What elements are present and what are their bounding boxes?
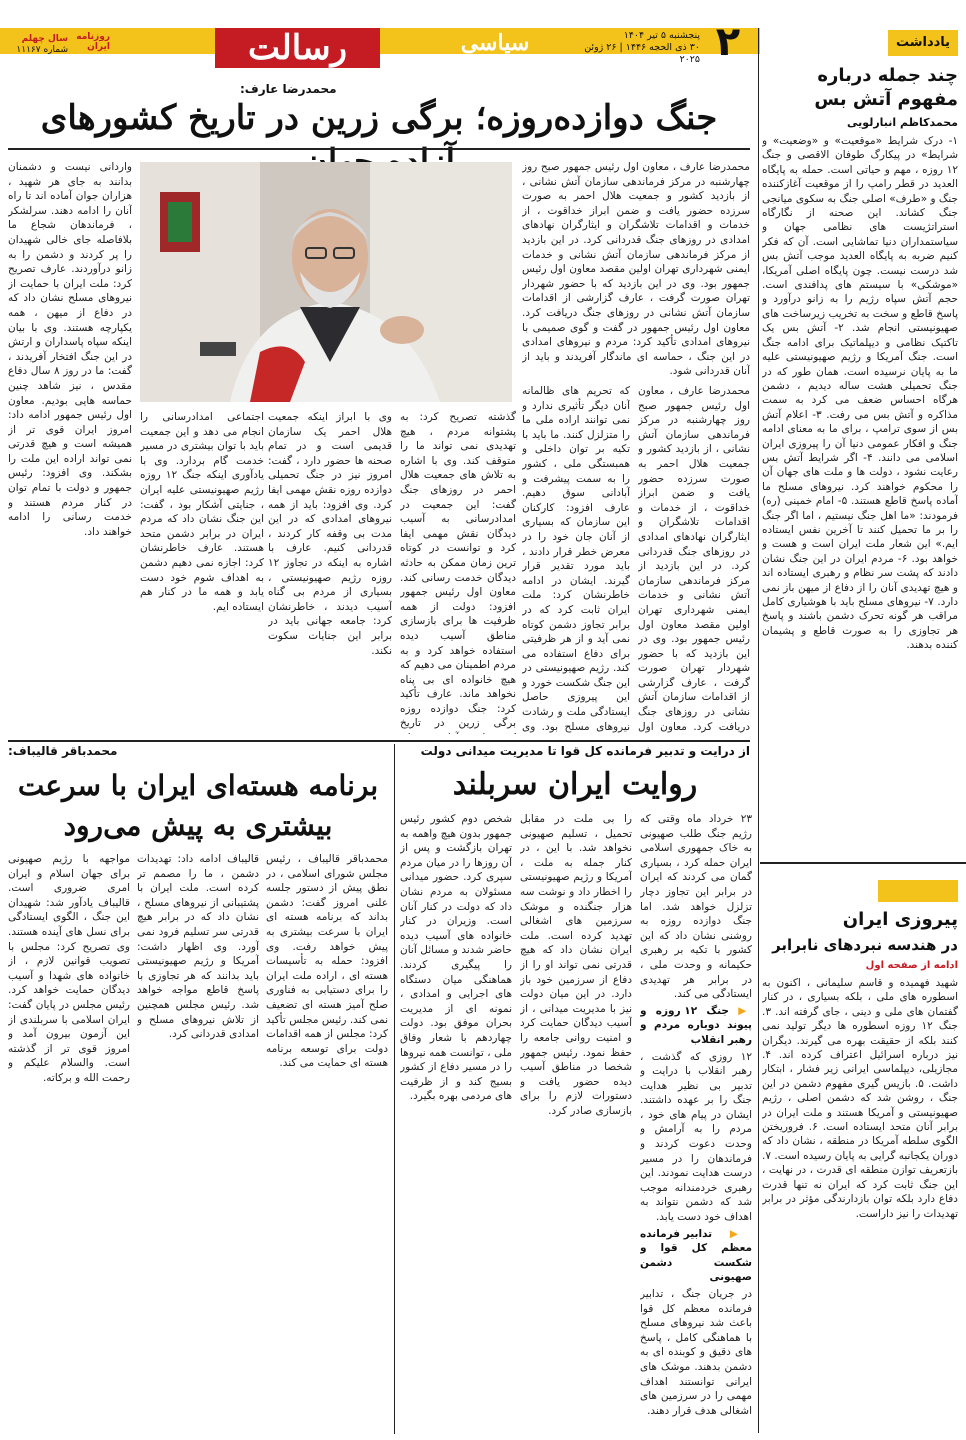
headline-rule: [8, 148, 750, 150]
date-hijri-gregorian: ۳۰ ذی الحجه ۱۴۴۶ | ۲۶ ژوئن ۲۰۲۵: [584, 42, 700, 65]
year-label: سال چهلم: [21, 34, 68, 44]
lead-col-2: که تحریم های ظالمانه آنان دیگر تأثیری ندارد و نمی توانند اراده ملی ما را متزلزل کنند. ما باید با تکیه بر توان داخلی و همبستگی ملی ، کشور را به سمت پیشرفت و آبادانی سوق دهیم. عارف افزود: کارکنان این سازمان که بسیاری از آنان جان خود را در معرض خطر قرار دادند ، باید مورد تقدیر قرار گیرند. ایشان در ادامه خاطرنشان کرد: ملت ایران ثابت کرد که در برابر تجاوز دشمن کوتاه نمی آید و از هر ظرفیتی برای دفاع استفاده می کند. رژیم صهیونیستی در این جنگ شکست خورد و این پیروزی حاصل ایستادگی ملت و رشادت نیروهای مسلح بود. وی: [522, 385, 630, 733]
issue-label: شماره ۱۱۱۶۷: [16, 45, 68, 55]
lead-col-4: وی با ابراز اینکه جمعیت هلال احمر یک سازمان قدیمی است و در تمام صحنه ها حضور دارد ، گفت: امروز نیز در جنگ تحمیلی دوازده روزه نقش مهمی ایفا کرد. وی افزود: باید از همه نیروهای امدادی که در این مدت بی وقفه کار کردند ، قدردانی کنیم. عارف با اشاره به اینکه در تجاوز ۱۲ روزه رژیم صهیونیستی ، بسیاری از مردم بی گناه آسیب دیدند ، خاطرنشان کرد: جامعه جهانی باید در برابر این جنایات سکوت نکند.: [268, 411, 392, 657]
article2-headline: روایت ایران سربلند: [452, 767, 698, 802]
article-split-rule: [394, 744, 395, 1434]
note-body: ۱- درک شرایط «موقعیت» و «وضعیت» و شرایط» در پیکارگ طوفان الاقصی و جنگ ۱۲ روزه ، مهم و حیاتی است. حمله به پایگاه العدید در قطر رامپ را از موقعیت آغازکننده جنگ و «طرف» اصلی جنگ به سکوی میانجی جنگ کشاند. این صحنه از نگارگاه استراتژیست های نظامی جهان و سیاستمداران دنیا تماشایی است. آن که فکر کنیم ضربه به پایگاه العدید موجب آتش بس شد درست نیست. چون پایگاه اصلی آمریکا، «موشکی» با سیستم های پدافندی است. حجم آتش سپاه رژیم را به زانو درآورد و پاسخ قاطع و سخت به تخریب زیرساخت های صهیونیستی انجام شد. ۲- آتش بس یک تاکتیک نظامی و دیپلماتیک برای ادامه جنگ است. جنگ آمریکا و رژیم صهیونیستی علیه ما به پایان نرسیده است. همان طور که در جنگ تحمیلی هشت ساله دیدیم ، دشمن هرگاه احساس ضعف می کرد به سمت مذاکره و آتش بس می رفت. ۳- اعلام آتش بس از سوی ترامپ ، برای ما به معنای ادامه جنگ و افکار عمومی دنیا آن را پیروزی ایران اسلامی می دانند. ۴- اگر شرایط آتش بس رعایت نشود ، دولت ها و ملت های جهان آن را محکوم خواهند کرد. نیروهای مسلح ما آماده پاسخ قاطع هستند. ۵- امام خمینی (ره) فرمودند: «ما اهل جنگ نیستیم ، اما اگر جنگ را بر ما تحمیل کنند تا آخرین نفس ایستاده ایم.» این شعار ملت ایران است و هست و خواهد بود. ۶- مردم ایران در این جنگ نشان دادند که پشت سر نظام و رهبری ایستاده اند و هیچ تهدیدی آنان را از دفاع از میهن باز نمی دارد. ۷- نیروهای مسلح باید با هوشیاری کامل مراقب هر گونه تحرک دشمن باشند و پاسخ هر تجاوزی را به صورت قاطع و پشیمان کننده بدهند.: [762, 135, 958, 652]
article2-para-1: ۲۳ خرداد ماه وقتی که رژیم جنگ طلب صهیونی به خاک جمهوری اسلامی ایران حمله کرد ، بسیاری گمان می کردند که ایران در برابر این تجاوز دچار تزلزل خواهد شد. اما جنگ دوازده روزه به روشنی نشان داد که این کشور با تکیه بر رهبری حکیمانه و وحدت ملی ، در برابر هر تهدیدی ایستادگی می کند.: [640, 813, 752, 1001]
section-title: سیاسی: [460, 30, 530, 56]
article2-para-3: در جریان جنگ ، تدابیر فرمانده معظم کل قوا باعث شد نیروهای مسلح با هماهنگی کامل ، پاسخ های دقیق و کوبنده ای به دشمن بدهند. موشک های ایرانی توانستند اهداف مهمی را در سرزمین های اشغالی هدف قرار دهند.: [640, 1288, 752, 1417]
page-header: [0, 0, 760, 66]
brand-logo: رسالت: [215, 28, 380, 68]
sidebar-tag-band: [878, 880, 958, 902]
subhead-marker-icon: ▶: [712, 1227, 752, 1240]
date-persian: پنجشنبه ۵ تیر ۱۴۰۴: [623, 30, 700, 41]
sidebar-divider: [760, 862, 966, 864]
article2-col-1: [640, 812, 752, 1432]
lead-col-2b: محمدرضا عارف ، معاون اول رئیس جمهور صبح روز چهارشنبه در مرکز فرماندهی سازمان آتش نشانی ، از بازدید کشور و جمعیت هلال احمر به صورت سرزده حضور یافت و ضمن ابراز خداقوت ، از خدمات و اقدامات تلاشگران و ایثارگران نهادهای امدادی در روزهای جنگ قدردانی کرد. در این بازدید از مرکز فرماندهی سازمان آتش نشانی و خدمات ایمنی شهرداری تهران اولین مقصد معاون اول رئیس جمهور بود. وی در این بازدید که با حضور شهردار تهران صورت گرفت ، عارف گزارشی از اقدامات سازمان آتش نشانی در روزهای جنگ دریافت کرد. معاون اول: [638, 385, 750, 733]
note-title: چند جمله درباره مفهوم آتش بس: [814, 65, 958, 110]
small-logo: روزنامه ایران: [76, 32, 110, 52]
article3-byline: محمدباقر قالیباف:: [8, 744, 118, 758]
article3-col-3: مواجهه با رژیم صهیونی برای جهان اسلام و ایران امری ضروری است. قالیباف یادآور شد: شهیدان این جنگ ، الگوی ایستادگی برای نسل های آینده هستند. وی تصریح کرد: مجلس با تصویب قوانین لازم ، از خانواده های شهدا و آسیب دیدگان حمایت خواهد کرد. رئیس مجلس در پایان گفت: ایران اسلامی با سربلندی از این آزمون بیرون آمد و امروز قوی تر از گذشته است. والسلام علیکم و رحمت الله و برکاته.: [8, 853, 130, 1084]
sidebar-article-subtitle: در هندسه نبردهای نابرابر: [772, 936, 958, 954]
sidebar-article-title: پیروزی ایران: [842, 909, 958, 930]
lead-byline: محمدرضا عارف:: [240, 82, 337, 96]
article2-subhead-1-text: جنگ ۱۲ روزه و پیوند دوباره مردم و رهبر انقلاب: [640, 1004, 752, 1046]
page-number: ۲: [715, 19, 741, 65]
portrait-image: [140, 162, 512, 402]
lead-photo: [140, 162, 512, 402]
section-rule: [8, 740, 750, 742]
lead-headline: جنگ دوازده‌روزه؛ برگی زرین در تاریخ کشورهای: [40, 98, 718, 138]
date-block: [582, 30, 700, 66]
lead-col-6: واردانی نیست و دشمنان بدانند به جای هر شهید ، هزاران جوان آماده اند تا راه آنان را ادامه دهند. سرلشکر ، فرماندهان شجاع ما بلافاصله جای خالی شهیدان را پر کردند و دشمن را به زانو درآوردند. عارف تصریح کرد: ملت ایران با حمایت از نیروهای مسلح نشان داد که در دفاع از میهن ، همه یکپارچه هستند. وی با بیان اینکه سپاه پاسداران و ارتش در این جنگ افتخار آفریدند ، گفت: ما در روز ۸ سال دفاع مقدس ، نیز شاهد چنین حماسه هایی بودیم. معاون اول رئیس جمهور ادامه داد: امروز ایران قوی تر از همیشه است و هیچ قدرتی نمی تواند اراده این ملت را بشکند. وی افزود: رئیس جمهور و دولت با تمام توان در کنار مردم هستند و خدمت رسانی را ادامه خواهند داد.: [8, 161, 132, 538]
lead-col-3: گذشته تصریح کرد: به پشتوانه مردم ، هیچ تهدیدی نمی تواند ما را متوقف کند. وی با اشاره به تلاش های جمعیت هلال احمر در روزهای جنگ گفت: این جمعیت در امدادرسانی به آسیب دیدگان نقش مهمی ایفا کرد و توانست در کوتاه ترین زمان ممکن به حادثه دیدگان خدمت رسانی کند. معاون اول رئیس جمهور افزود: دولت از همه ظرفیت ها برای بازسازی مناطق آسیب دیده استفاده خواهد کرد و به مردم اطمینان می دهیم که هیچ خانواده ای بی پناه نخواهد ماند. عارف تأکید کرد: جنگ دوازده روزه برگی زرین در تاریخ: [400, 411, 516, 730]
subhead-marker-icon: ▶: [729, 1004, 752, 1017]
note-tag: یادداشت: [888, 30, 958, 56]
article3-headline: برنامه هسته‌ای ایران با سرعت بیشتری به پیش می‌رود: [17, 769, 379, 842]
article3-col-2: قالیباف ادامه داد: تهدیدات دشمن ، ما را مصمم تر کرده است. ملت ایران با پشتیبانی از نیروهای مسلح ، نشان داد که در برابر هیچ قدرتی سر تسلیم فرود نمی آورد. وی اظهار داشت: آمریکا و رژیم صهیونیستی باید بدانند که هر تجاوزی با پاسخ قاطع مواجه خواهد شد. رئیس مجلس همچنین از تلاش نیروهای مسلح و امدادی قدردانی کرد.: [137, 853, 259, 1041]
continued-label: ادامه از صفحه اول: [865, 960, 958, 971]
article2-col-2: را بی ملت در مقابل تحمیل ، تسلیم صهیونی نخواهد شد. با این ، در کنار جمله به ملت ، آمریکا و رژیم صهیونیستی را اخطار داد و نوشت سه هزار جنگنده و موشک سرزمین های اشغالی تهدید کرده است. ملت ایران نشان داد که هیچ قدرتی نمی تواند او را از دفاع از سرزمین خود باز دارد. در این میان دولت نیز با مدیریت میدانی ، از آسیب دیدگان حمایت کرد و امنیت روانی جامعه را حفظ نمود. رئیس جمهور شخصا در مناطق آسیب دیده حضور یافت و دستورات لازم را برای بازسازی صادر کرد.: [520, 813, 632, 1117]
sidebar-article-body: شهید فهمیده و قاسم سلیمانی ، اکنون به اسطوره های ملی ، بلکه بسیاری ، در کنار گفتمان های ملی و دینی ، جای گرفته اند. ۳. جنگ ۱۲ روزه اسطوره ها دیگر تولید نمی کنند بلکه از حقیقت بهره می گیرند. دیگران نیز درباره اسرائیل اعتراف کرده اند. ۴. مجازیلی، دیپلماسی ایرانی زیر فشار ، ابتکار داشت. ۵. بازیس گیری مفهوم دشمن در این جنگ ، روشن شد که دشمن اصلی ، رژیم صهیونیستی و آمریکا هستند و ملت ایران در برابر آنان متحد ایستاده است. ۶. فروریختن الگوی سلطه آمریکا در منطقه ، نشان داد که دوران یکجانبه گرایی به پایان رسیده است. ۷. بازتعریف توازن منطقه ای قدرت ، در نهایت ، این جنگ ثابت کرد که ایران نه تنها قدرت دفاع دارد بلکه توان بازدارندگی مؤثر در برابر تهدیدات را نیز داراست.: [762, 977, 958, 1220]
article2-subhead-1: [640, 1004, 752, 1048]
issue-info: [6, 34, 68, 56]
right-sidebar: [760, 0, 966, 1440]
article2-subhead-2-text: تدابیر فرمانده معظم کل قوا و شکست دشمن صهیونی: [640, 1227, 752, 1284]
article2-kicker: از درایت و تدبیر فرمانده کل قوا تا مدیریت میدانی دولت: [420, 744, 750, 758]
note-author: محمدکاظم انبارلویی: [847, 116, 958, 129]
lead-col-1: محمدرضا عارف ، معاون اول رئیس جمهور صبح روز چهارشنبه در مرکز فرماندهی سازمان آتش نشانی ، از بازدید کشور و جمعیت هلال احمر به صورت سرزده حضور یافت و ضمن ابراز خداقوت ، از خدمات و اقدامات تلاشگران و ایثارگران نهادهای امدادی در روزهای جنگ قدردانی کرد. در این بازدید از مرکز فرماندهی سازمان آتش نشانی و خدمات ایمنی شهرداری تهران اولین مقصد معاون اول رئیس جمهور بود. وی در این بازدید که با حضور شهردار تهران صورت گرفت ، عارف گزارشی از اقدامات سازمان آتش نشانی در روزهای جنگ دریافت کرد. معاون اول رئیس جمهور در گفت و گوی صمیمی با نیروهای امدادی تأکید کرد: مردم و نیروهای امدادی در این جنگ ، حماسه ای ماندگار آفریدند و باید از آنان قدردانی شود.: [522, 161, 750, 378]
column-divider: [758, 28, 759, 1433]
article2-para-2: ۱۲ روزی که گذشت ، رهبر انقلاب با درایت و تدبیر بی نظیر هدایت جنگ را بر عهده داشتند. ایشان در پیام های خود ، مردم را به آرامش و وحدت دعوت کردند و فرماندهان را در مسیر درست هدایت نمودند. این رهبری خردمندانه موجب شد که دشمن نتواند به اهداف خود دست یابد.: [640, 1050, 752, 1224]
article2-subhead-2: [640, 1227, 752, 1285]
article3-col-1: محمدباقر قالیباف ، رئیس مجلس شورای اسلامی ، در نطق پیش از دستور جلسه علنی امروز گفت: دشمن بداند که برنامه هسته ای ایران با سرعت بیشتری به پیش خواهد رفت. وی افزود: حمله به تأسیسات هسته ای ، اراده ملت ایران را برای دستیابی به فناوری صلح آمیز هسته ای تضعیف نمی کند. رئیس مجلس تأکید کرد: مجلس از همه اقدامات دولت برای توسعه برنامه هسته ای حمایت می کند.: [266, 853, 388, 1070]
article2-col-3: شخص دوم کشور رئیس جمهور بدون هیچ واهمه به تهران بازگشت و پس از آن روزها را در میان مردم سپری کرد. حضور میدانی مسئولان به مردم نشان داد که دولت در کنار آنان است. وزیران در کنار خانواده های آسیب دیده حاضر شدند و مسائل آنان را پیگیری کردند. هماهنگی میان دستگاه های اجرایی و امدادی ، نمونه ای از مدیریت بحران موفق بود. دولت چهاردهم با شعار وفاق ملی ، توانست همه نیروها را در مسیر دفاع از کشور بسیج کند و از ظرفیت های مردمی بهره بگیرد.: [400, 813, 512, 1103]
lead-col-5: اجتماعی امدادرسانی را انجام می دهد و این جمعیت باید با توان بیشتری در مسیر خدمت گام بردارد. وی با یادآوری اینکه جنگ ۱۲ روزه رژیم صهیونیستی علیه ایران ، جنایتی آشکار بود ، گفت: این جنگ نشان داد که مردم ایران در برابر دشمن متحد هستند. عارف خاطرنشان کرد: اجازه نمی دهیم دشمن به اهداف شوم خود دست یابد و همه ما در کنار هم ایستاده ایم.: [140, 411, 264, 613]
